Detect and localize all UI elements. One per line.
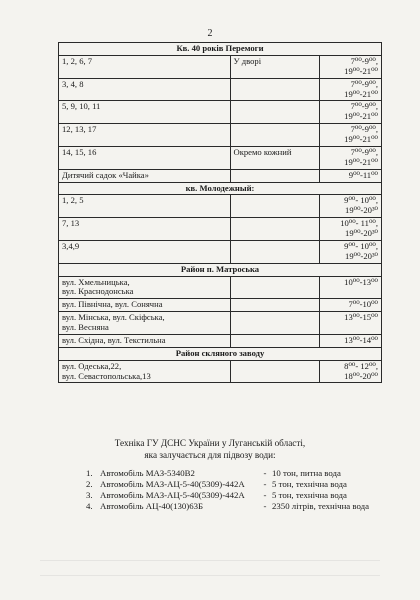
equipment-title: [0, 438, 420, 461]
address-cell: [59, 312, 231, 335]
time-line: 19⁰⁰-20³⁰: [345, 228, 378, 238]
time-line: 10⁰⁰- 11⁰⁰,: [340, 218, 378, 229]
time-line: 19⁰⁰-21⁰⁰: [344, 111, 378, 122]
time-cell: [320, 218, 382, 241]
table-row: [59, 169, 382, 182]
address-line: вул. Краснодонська: [62, 286, 134, 297]
time-line: 19⁰⁰-20³⁰: [345, 250, 378, 261]
section-title: кв. Молодежный:: [59, 182, 382, 195]
address-line: вул. Мінська, вул. Скіфська,: [62, 312, 165, 323]
table-row: [59, 78, 382, 101]
equipment-title-line2: яка залучається для підвозу води:: [144, 449, 276, 460]
section-header-row: [59, 182, 382, 195]
table-row: [59, 101, 382, 124]
table-row: [59, 360, 382, 383]
address-line: вул. Одеська,22,: [62, 360, 122, 371]
table-row: [59, 334, 382, 347]
equipment-item: [86, 490, 386, 501]
time-cell: [320, 78, 382, 101]
vehicle-name: Автомобіль МАЗ-АЦ-5-40(5309)-442А: [100, 489, 245, 500]
time-line: 19⁰⁰-21⁰⁰: [344, 88, 378, 99]
address-cell: [59, 276, 231, 299]
equipment-item: [86, 501, 386, 512]
time-cell: [320, 195, 382, 218]
vehicle-name: Автомобіль МАЗ-5340В2: [100, 468, 195, 478]
vehicle-capacity: 10 тон, питна вода: [272, 468, 341, 478]
time-line: 9⁰⁰- 10⁰⁰,: [344, 195, 378, 206]
item-number: 1.: [86, 468, 93, 478]
time-cell: [320, 299, 382, 312]
time-cell: [320, 360, 382, 383]
section-header-row: [59, 43, 382, 56]
address-line: 3,4,9: [62, 240, 80, 251]
time-cell: [320, 55, 382, 78]
section-header-row: [59, 263, 382, 276]
address-cell: [59, 360, 231, 383]
table-row: [59, 312, 382, 335]
table-row: [59, 124, 382, 147]
note-cell: [230, 334, 320, 347]
note-cell: [230, 240, 320, 263]
address-cell: [59, 101, 231, 124]
time-line: 7⁰⁰-9⁰⁰,: [350, 146, 378, 157]
address-cell: [59, 334, 231, 347]
water-schedule-table: [58, 42, 382, 383]
page-number: 2: [207, 28, 213, 39]
dash-separator: -: [263, 489, 267, 500]
time-cell: [320, 124, 382, 147]
item-number: 2.: [86, 478, 93, 489]
address-line: вул. Севастопольська,13: [62, 370, 151, 381]
vehicle-capacity: 5 тон, технічна вода: [272, 478, 347, 489]
time-line: 7⁰⁰-10⁰⁰: [348, 299, 378, 310]
time-line: 19⁰⁰-21⁰⁰: [344, 134, 378, 144]
time-line: 13⁰⁰-14⁰⁰: [344, 334, 378, 345]
note-cell: [230, 169, 320, 182]
note-cell: [230, 124, 320, 147]
address-cell: [59, 218, 231, 241]
note-cell: [230, 299, 320, 312]
time-cell: [320, 169, 382, 182]
time-line: 8⁰⁰- 12⁰⁰,: [344, 360, 378, 371]
time-cell: [320, 240, 382, 263]
dash-separator: -: [263, 478, 267, 489]
item-number: 4.: [86, 500, 93, 511]
address-cell: [59, 240, 231, 263]
equipment-list: [86, 468, 386, 512]
time-line: 19⁰⁰-20³⁰: [345, 205, 378, 216]
time-line: 19⁰⁰-21⁰⁰: [344, 156, 378, 167]
time-line: 7⁰⁰-9⁰⁰,: [350, 101, 378, 112]
item-number: 3.: [86, 489, 93, 500]
vehicle-capacity: 2350 літрів, технічна вода: [272, 500, 370, 511]
equipment-item: [86, 468, 386, 479]
time-cell: [320, 334, 382, 347]
equipment-title-line1: Техніка ГУ ДСНС України у Луганській області,: [114, 438, 306, 448]
note-cell: [230, 101, 320, 124]
table-row: [59, 195, 382, 218]
note-cell: [230, 312, 320, 335]
note-cell: [230, 276, 320, 299]
section-title: Район скляного заводу: [59, 347, 382, 360]
address-line: 7, 13: [62, 218, 80, 229]
time-cell: [320, 312, 382, 335]
note-cell: [230, 360, 320, 383]
section-title: Кв. 40 років Перемоги: [59, 43, 382, 56]
address-cell: [59, 195, 231, 218]
table-row: [59, 276, 382, 299]
address-line: вул. Хмельницька,: [62, 276, 130, 287]
table-row: [59, 146, 382, 169]
address-line: 1, 2, 6, 7: [62, 55, 93, 66]
time-line: 10⁰⁰-13⁰⁰: [344, 276, 378, 287]
time-line: 9⁰⁰-11⁰⁰: [348, 169, 378, 180]
equipment-item: [86, 479, 386, 490]
table-row: [59, 240, 382, 263]
address-line: 3, 4, 8: [62, 78, 84, 89]
note-cell: [230, 218, 320, 241]
address-cell: [59, 299, 231, 312]
time-line: 9⁰⁰- 10⁰⁰,: [344, 240, 378, 251]
address-line: 12, 13, 17: [62, 124, 97, 135]
section-title: Район п. Матроська: [59, 263, 382, 276]
address-line: вул. Північна, вул. Сонячна: [62, 299, 163, 310]
section-header-row: [59, 347, 382, 360]
time-line: 7⁰⁰-9⁰⁰,: [350, 78, 378, 89]
note-cell: [230, 78, 320, 101]
dash-separator: -: [263, 468, 267, 478]
address-cell: [59, 169, 231, 182]
address-cell: [59, 78, 231, 101]
table-row: [59, 55, 382, 78]
time-line: 7⁰⁰-9⁰⁰,: [350, 55, 378, 66]
time-line: 18⁰⁰-20⁰⁰: [344, 370, 378, 381]
vehicle-capacity: 5 тон, технічна вода: [272, 489, 347, 500]
dash-separator: -: [263, 500, 267, 511]
address-line: 1, 2, 5: [62, 195, 84, 206]
address-line: вул. Весняна: [62, 322, 109, 332]
time-cell: [320, 146, 382, 169]
address-line: Дитячий садок «Чайка»: [62, 169, 149, 180]
address-line: вул. Східна, вул. Текстильна: [62, 334, 166, 345]
address-cell: [59, 55, 231, 78]
address-cell: [59, 124, 231, 147]
vehicle-name: Автомобіль АЦ-40(130)63Б: [100, 500, 204, 511]
time-line: 13⁰⁰-15⁰⁰: [344, 312, 378, 323]
time-cell: [320, 101, 382, 124]
address-cell: [59, 146, 231, 169]
address-line: 5, 9, 10, 11: [62, 101, 101, 112]
table-row: [59, 299, 382, 312]
time-line: 19⁰⁰-21⁰⁰: [344, 65, 378, 76]
note-cell: [230, 195, 320, 218]
time-line: 7⁰⁰-9⁰⁰,: [350, 124, 378, 135]
time-cell: [320, 276, 382, 299]
table-row: [59, 218, 382, 241]
note-cell: Окремо кожний: [230, 146, 320, 169]
address-line: 14, 15, 16: [62, 146, 97, 157]
note-cell: У дворі: [230, 55, 320, 78]
vehicle-name: Автомобіль МАЗ-АЦ-5-40(5309)-442А: [100, 478, 245, 489]
